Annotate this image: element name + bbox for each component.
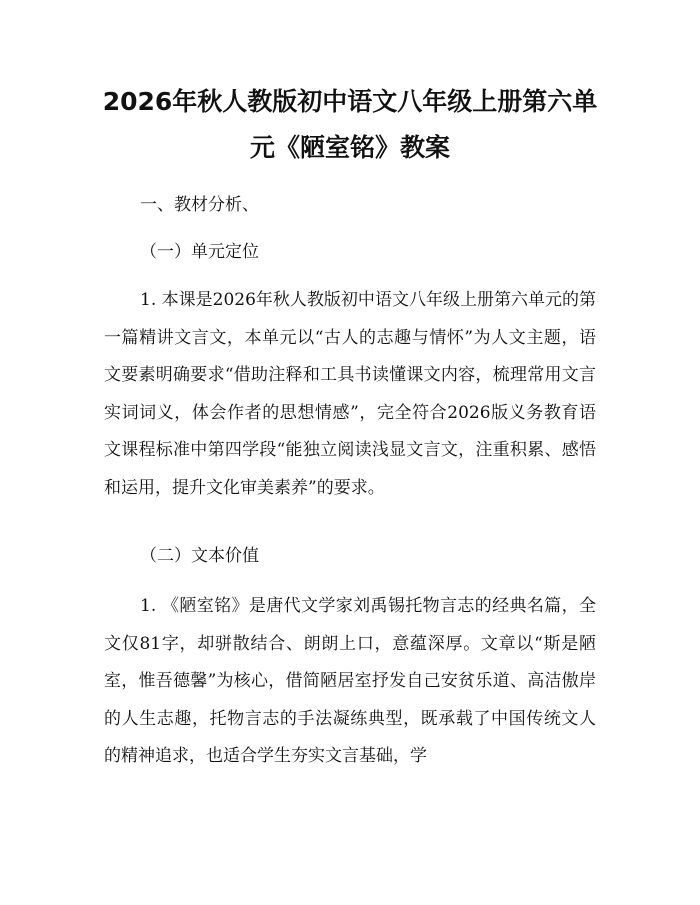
section-heading-textbook-analysis: 一、教材分析、 bbox=[140, 195, 259, 215]
paragraph-unit-positioning: 1. 本课是2026年秋人教版初中语文八年级上册第六单元的第一篇精讲文言文，本单元以“古人的志趣与情怀”为人文主题，语文要素明确要求“借助注释和工具书读懂课文内容，梳理常用文言实词词义，体会作者的思想情感”，完全符合2026版义务教育语文课程标准中第四学段“能独立阅读浅显文言文，注重积累、感悟和运用，提升文化审美素养”的要求。 bbox=[104, 290, 596, 498]
paragraph-text-value: 1. 《陋室铭》是唐代文学家刘禹锡托物言志的经典名篇，全文仅81字，却骈散结合、朗朗上口，意蕴深厚。文章以“斯是陋室，惟吾德馨”为核心，借简陋居室抒发自己安贫乐道、高洁傲岸的人生志趣，托物言志的手法凝练典型，既承载了中国传统文人的精神追求，也适合学生夯实文言基础，学 bbox=[104, 596, 596, 766]
document-title-line-1: 2026年秋人教版初中语文八年级上册第六单 bbox=[102, 87, 598, 116]
subsection-heading-unit-positioning: （一）单元定位 bbox=[140, 242, 259, 262]
document-title-line-2: 元《陋室铭》教案 bbox=[249, 133, 450, 162]
subsection-heading-text-value: （二）文本价值 bbox=[140, 546, 259, 566]
